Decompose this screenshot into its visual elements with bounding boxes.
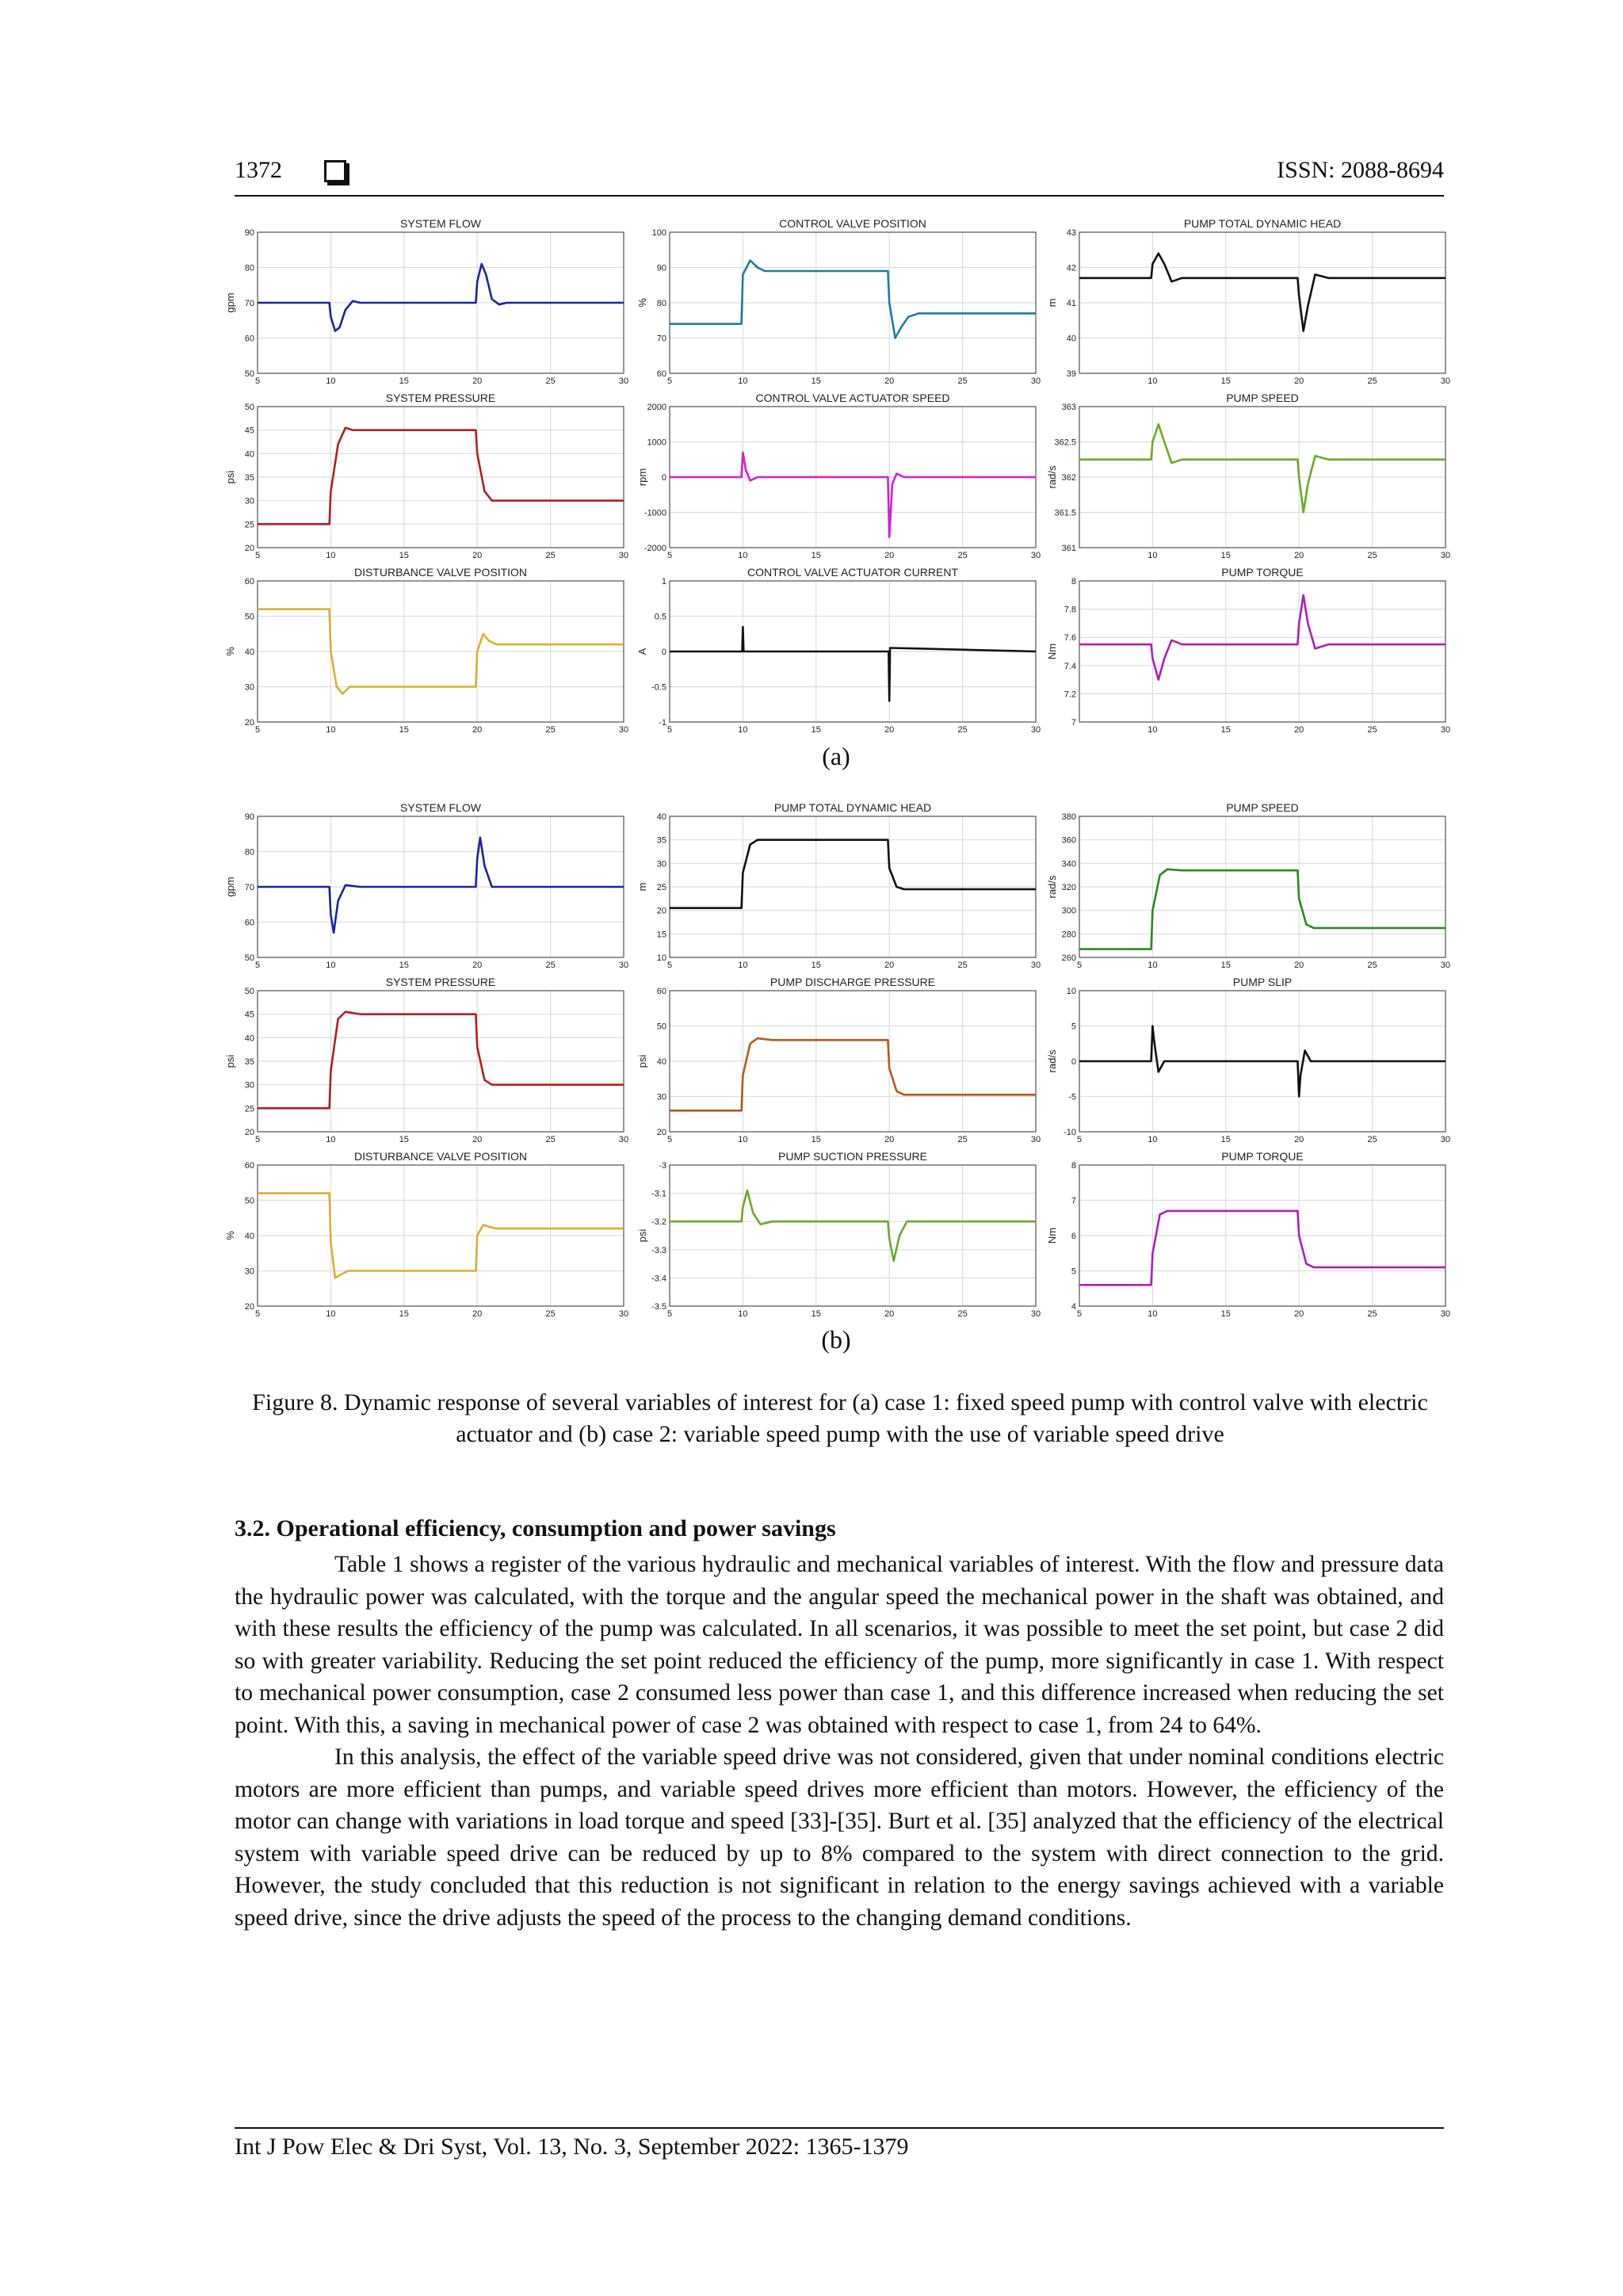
x-tick-label: 30 xyxy=(1440,961,1450,970)
y-tick-label: 40 xyxy=(244,1232,254,1241)
y-tick-label: 60 xyxy=(244,334,254,344)
x-tick-label: 25 xyxy=(545,376,556,386)
chart xyxy=(636,801,1041,970)
chart xyxy=(1046,1150,1450,1320)
chart-title: PUMP TOTAL DYNAMIC HEAD xyxy=(1183,217,1342,230)
y-tick-label: 43 xyxy=(1066,228,1076,238)
y-axis-label: m xyxy=(1046,298,1058,308)
chart xyxy=(224,392,628,560)
x-tick-label: 10 xyxy=(738,376,748,386)
chart-title: SYSTEM PRESSURE xyxy=(385,976,496,988)
y-tick-label: 1000 xyxy=(647,437,666,448)
x-tick-label: 5 xyxy=(666,1135,673,1144)
chart xyxy=(224,217,628,386)
x-tick-label: 10 xyxy=(1148,376,1158,386)
series-line xyxy=(258,264,624,331)
y-tick-label: -1 xyxy=(659,718,666,728)
y-tick-label: 35 xyxy=(244,473,254,483)
x-tick-label: 15 xyxy=(1220,376,1231,386)
x-tick-label: 30 xyxy=(618,1135,629,1144)
y-tick-label: 7.6 xyxy=(1064,633,1076,644)
y-tick-label: 30 xyxy=(656,859,666,869)
series-line xyxy=(670,627,1036,701)
y-tick-label: 80 xyxy=(244,847,254,858)
y-tick-label: 1 xyxy=(661,577,666,586)
x-tick-label: 20 xyxy=(1294,376,1304,386)
y-tick-label: -3.3 xyxy=(651,1245,666,1255)
x-tick-label: 15 xyxy=(399,1309,409,1319)
x-tick-label: 25 xyxy=(545,725,556,735)
issn: ISSN: 2088-8694 xyxy=(1277,157,1444,183)
y-tick-label: -3.4 xyxy=(651,1274,666,1284)
chart-title: PUMP SUCTION PRESSURE xyxy=(778,1150,927,1163)
figure-label-a: (a) xyxy=(822,742,850,770)
series-line xyxy=(670,453,1036,537)
y-tick-label: 25 xyxy=(244,520,254,530)
x-tick-label: 20 xyxy=(472,961,483,970)
x-tick-label: 10 xyxy=(326,551,336,560)
chart-title: SYSTEM FLOW xyxy=(400,801,481,814)
chart-title: DISTURBANCE VALVE POSITION xyxy=(353,1150,528,1163)
y-tick-label: 90 xyxy=(656,263,666,273)
x-tick-label: 20 xyxy=(884,1309,895,1319)
y-tick-label: 70 xyxy=(656,334,666,344)
axes-frame xyxy=(670,1165,1036,1306)
x-tick-label: 20 xyxy=(472,376,483,386)
y-axis-label: rpm xyxy=(636,468,648,487)
x-tick-label: 10 xyxy=(738,725,748,735)
chart-title: DISTURBANCE VALVE POSITION xyxy=(353,566,528,579)
y-tick-label: 340 xyxy=(1061,859,1076,869)
x-tick-label: 10 xyxy=(1148,961,1158,970)
x-tick-label: 10 xyxy=(326,961,336,970)
x-tick-label: 5 xyxy=(1076,1309,1083,1319)
y-axis-label: Nm xyxy=(1046,1227,1058,1244)
y-tick-label: -3.5 xyxy=(651,1302,666,1312)
y-tick-label: 40 xyxy=(656,812,666,822)
x-tick-label: 10 xyxy=(738,1309,748,1319)
chart xyxy=(1046,801,1450,970)
chart xyxy=(224,976,628,1144)
y-tick-label: 100 xyxy=(651,228,666,238)
chart-title: CONTROL VALVE ACTUATOR CURRENT xyxy=(747,566,959,579)
x-tick-label: 5 xyxy=(254,376,261,386)
y-axis-label: psi xyxy=(636,1054,648,1068)
y-tick-label: 20 xyxy=(244,1128,254,1137)
y-tick-label: 40 xyxy=(244,449,254,460)
y-tick-label: 8 xyxy=(1071,1161,1076,1171)
y-tick-label: 25 xyxy=(244,1104,254,1114)
y-tick-label: 42 xyxy=(1066,263,1076,273)
x-tick-label: 15 xyxy=(399,725,409,735)
y-tick-label: 4 xyxy=(1071,1302,1076,1312)
x-tick-label: 5 xyxy=(666,551,673,560)
y-tick-label: 60 xyxy=(244,918,254,928)
x-tick-label: 25 xyxy=(545,551,556,560)
x-tick-label: 25 xyxy=(1367,551,1377,560)
x-tick-label: 30 xyxy=(1030,725,1041,735)
chart-title: PUMP DISCHARGE PRESSURE xyxy=(769,976,936,988)
y-tick-label: 25 xyxy=(656,883,666,892)
y-axis-label: psi xyxy=(224,1054,236,1068)
x-tick-label: 5 xyxy=(254,1135,261,1144)
y-tick-label: 20 xyxy=(244,718,254,728)
series-line xyxy=(670,840,1036,908)
paragraph: In this analysis, the effect of the variable speed drive was not considered, given that under nominal conditions electric motors are more efficient than pumps, and variable speed drives more efficient than motors. However, the efficiency of the motor can change with variations in load torque and speed [33]-[35]. Burt et al. [35] analyzed that the efficiency of the electrical system with variable speed drive can be reduced by up to 8% compared to the system with direct connection to the grid. However, the study concluded that this reduction is not significant in relation to the energy savings achieved with a variable speed drive, since the drive adjusts the speed of the process to the changing demand conditions. xyxy=(235,1744,1444,1931)
page-number: 1372 xyxy=(235,157,282,183)
y-tick-label: 45 xyxy=(244,1010,254,1020)
x-tick-label: 30 xyxy=(1440,376,1450,386)
y-tick-label: 5 xyxy=(1071,1022,1076,1032)
y-tick-label: 40 xyxy=(244,648,254,657)
x-tick-label: 30 xyxy=(618,725,629,735)
y-tick-label: 320 xyxy=(1061,883,1076,892)
y-tick-label: 0.5 xyxy=(654,612,666,622)
chart-title: SYSTEM FLOW xyxy=(400,217,481,230)
x-tick-label: 30 xyxy=(618,551,629,560)
x-tick-label: 30 xyxy=(1440,551,1450,560)
x-tick-label: 15 xyxy=(811,551,821,560)
chart xyxy=(636,566,1041,735)
y-tick-label: 6 xyxy=(1071,1232,1076,1241)
x-tick-label: 25 xyxy=(957,961,968,970)
y-tick-label: 60 xyxy=(656,369,666,379)
chart-title: PUMP SPEED xyxy=(1226,392,1299,404)
x-tick-label: 25 xyxy=(957,1135,968,1144)
x-tick-label: 10 xyxy=(738,551,748,560)
y-tick-label: 30 xyxy=(656,1092,666,1102)
y-tick-label: 10 xyxy=(1066,987,1076,996)
y-tick-label: 2000 xyxy=(647,403,666,412)
x-tick-label: 25 xyxy=(1367,376,1377,386)
chart-title: PUMP TORQUE xyxy=(1221,1150,1304,1163)
y-tick-label: 30 xyxy=(244,1266,254,1277)
figure-8b xyxy=(214,797,1450,1320)
section-heading: 3.2. Operational efficiency, consumption and power savings xyxy=(235,1515,836,1541)
chart xyxy=(224,566,628,735)
x-tick-label: 20 xyxy=(1294,1135,1304,1144)
y-tick-label: 20 xyxy=(244,1302,254,1312)
x-tick-label: 30 xyxy=(618,1309,629,1319)
x-tick-label: 30 xyxy=(1030,1309,1041,1319)
series-line xyxy=(670,1190,1036,1261)
y-tick-label: 20 xyxy=(656,906,666,916)
y-tick-label: 50 xyxy=(244,987,254,996)
y-tick-label: 7.2 xyxy=(1064,690,1076,700)
x-tick-label: 10 xyxy=(1148,1135,1158,1144)
x-tick-label: 20 xyxy=(472,725,483,735)
x-tick-label: 20 xyxy=(884,961,895,970)
y-axis-label: m xyxy=(636,882,648,892)
x-tick-label: 25 xyxy=(1367,1135,1377,1144)
series-line xyxy=(1079,254,1445,331)
y-tick-label: 10 xyxy=(656,953,666,963)
series-line xyxy=(258,1012,624,1109)
y-tick-label: 70 xyxy=(244,299,254,308)
x-tick-label: 20 xyxy=(884,1135,895,1144)
page-header xyxy=(235,157,1444,195)
x-tick-label: 5 xyxy=(1076,961,1083,970)
x-tick-label: 15 xyxy=(399,961,409,970)
series-line xyxy=(1079,869,1445,949)
x-tick-label: 10 xyxy=(1148,725,1158,735)
x-tick-label: 15 xyxy=(399,376,409,386)
x-tick-label: 15 xyxy=(811,1309,821,1319)
y-axis-label: % xyxy=(224,647,236,656)
chart xyxy=(636,392,1041,560)
chart-title: CONTROL VALVE ACTUATOR SPEED xyxy=(755,392,950,404)
axes-frame xyxy=(1079,581,1445,722)
x-tick-label: 15 xyxy=(811,725,821,735)
x-tick-label: 5 xyxy=(666,376,673,386)
x-tick-label: 30 xyxy=(1030,376,1041,386)
x-tick-label: 15 xyxy=(1220,1309,1231,1319)
y-tick-label: 70 xyxy=(244,883,254,892)
y-axis-label: Nm xyxy=(1046,643,1058,660)
x-tick-label: 25 xyxy=(1367,725,1377,735)
x-tick-label: 30 xyxy=(1440,1135,1450,1144)
x-tick-label: 15 xyxy=(399,1135,409,1144)
series-line xyxy=(1079,1211,1445,1285)
y-tick-label: 362 xyxy=(1061,473,1076,483)
y-tick-label: -2000 xyxy=(643,544,666,553)
x-tick-label: 30 xyxy=(1440,725,1450,735)
y-tick-label: 7.4 xyxy=(1064,661,1076,671)
y-tick-label: 80 xyxy=(656,299,666,308)
y-tick-label: -3 xyxy=(659,1161,666,1171)
x-tick-label: 30 xyxy=(1030,551,1041,560)
y-tick-label: 361.5 xyxy=(1054,508,1076,518)
y-tick-label: 8 xyxy=(1071,577,1076,586)
x-tick-label: 15 xyxy=(811,376,821,386)
series-line xyxy=(1079,1026,1445,1097)
x-tick-label: 25 xyxy=(957,1309,968,1319)
y-tick-label: 7.8 xyxy=(1064,605,1076,615)
chart-title: PUMP SPEED xyxy=(1226,801,1299,814)
paragraph: Table 1 shows a register of the various hydraulic and mechanical variables of interest. With the flow and pressure data the hydraulic power was calculated, with the torque and the angular speed the mechanical power in the shaft was obtained, and with these results the efficiency of the pump was calculated. In all scenarios, it was possible to meet the set point, but case 2 did so with greater variability. Reducing the set point reduced the efficiency of the pump, more significantly in case 1. With respect to mechanical power consumption, case 2 consumed less power than case 1, and this difference increased when reducing the set point. With this, a saving in mechanical power of case 2 was obtained with respect to case 1, from 24 to 64%. xyxy=(235,1552,1444,1738)
x-tick-label: 25 xyxy=(545,961,556,970)
y-tick-label: -3.1 xyxy=(651,1189,666,1199)
x-tick-label: 10 xyxy=(326,725,336,735)
y-axis-label: rad/s xyxy=(1046,1049,1058,1073)
x-tick-label: 5 xyxy=(254,725,261,735)
y-tick-label: 50 xyxy=(244,369,254,379)
x-tick-label: 20 xyxy=(1294,725,1304,735)
chart xyxy=(224,1150,628,1320)
y-tick-label: 7 xyxy=(1071,1196,1076,1206)
series-line xyxy=(670,261,1036,338)
x-tick-label: 25 xyxy=(1367,961,1377,970)
y-tick-label: 40 xyxy=(656,1057,666,1067)
x-tick-label: 25 xyxy=(957,551,968,560)
y-tick-label: 41 xyxy=(1066,299,1076,308)
y-tick-label: 0 xyxy=(1071,1057,1076,1067)
y-tick-label: -10 xyxy=(1064,1128,1076,1137)
y-axis-label: rad/s xyxy=(1046,875,1058,899)
chart-title: PUMP SLIP xyxy=(1232,976,1293,988)
figure-caption: Figure 8. Dynamic response of several variables of interest for (a) case 1: fixed speed pump with control valve with electric actuator and (b) case 2: variable speed pump with the use of variable speed drive xyxy=(252,1389,1428,1447)
chart-title: PUMP TORQUE xyxy=(1221,566,1304,579)
header-rule xyxy=(235,195,1444,197)
x-tick-label: 25 xyxy=(1367,1309,1377,1319)
y-tick-label: 300 xyxy=(1061,906,1076,916)
footer-rule xyxy=(235,2127,1444,2129)
x-tick-label: 30 xyxy=(1030,961,1041,970)
x-tick-label: 20 xyxy=(472,1135,483,1144)
y-tick-label: 20 xyxy=(656,1128,666,1137)
y-tick-label: 50 xyxy=(244,612,254,622)
x-tick-label: 5 xyxy=(666,725,673,735)
y-tick-label: 40 xyxy=(244,1033,254,1044)
chart xyxy=(636,976,1041,1144)
y-tick-label: 362.5 xyxy=(1054,437,1076,448)
y-axis-label: A xyxy=(636,648,648,655)
x-tick-label: 20 xyxy=(884,376,895,386)
y-tick-label: 90 xyxy=(244,228,254,238)
y-tick-label: -1000 xyxy=(643,508,666,518)
y-tick-label: 45 xyxy=(244,426,254,436)
y-tick-label: 35 xyxy=(244,1057,254,1067)
figure-8a xyxy=(214,212,1450,735)
x-tick-label: 20 xyxy=(1294,1309,1304,1319)
chart xyxy=(1046,976,1450,1144)
y-tick-label: 50 xyxy=(244,403,254,412)
x-tick-label: 5 xyxy=(666,1309,673,1319)
x-tick-label: 30 xyxy=(1030,1135,1041,1144)
chart-title: SYSTEM PRESSURE xyxy=(385,392,496,404)
y-axis-label: % xyxy=(636,298,648,308)
x-tick-label: 10 xyxy=(326,376,336,386)
y-tick-label: 360 xyxy=(1061,835,1076,846)
y-tick-label: 40 xyxy=(1066,334,1076,344)
y-tick-label: 30 xyxy=(244,682,254,693)
x-tick-label: 10 xyxy=(1148,1309,1158,1319)
x-tick-label: 10 xyxy=(326,1309,336,1319)
x-tick-label: 25 xyxy=(957,376,968,386)
y-tick-label: 80 xyxy=(244,263,254,273)
y-axis-label: gpm xyxy=(224,292,236,313)
x-tick-label: 10 xyxy=(738,961,748,970)
x-tick-label: 25 xyxy=(957,725,968,735)
x-tick-label: 5 xyxy=(254,1309,261,1319)
x-tick-label: 15 xyxy=(1220,1135,1231,1144)
y-tick-label: 280 xyxy=(1061,930,1076,940)
x-tick-label: 20 xyxy=(472,1309,483,1319)
chart-title: PUMP TOTAL DYNAMIC HEAD xyxy=(773,801,932,814)
y-tick-label: -5 xyxy=(1068,1092,1076,1102)
x-tick-label: 20 xyxy=(884,725,895,735)
x-tick-label: 15 xyxy=(1220,961,1231,970)
y-tick-label: 39 xyxy=(1066,369,1076,379)
y-tick-label: 7 xyxy=(1071,718,1076,728)
y-tick-label: 50 xyxy=(656,1022,666,1032)
x-tick-label: 10 xyxy=(1148,551,1158,560)
y-axis-label: gpm xyxy=(224,877,236,897)
y-tick-label: 363 xyxy=(1061,403,1076,412)
y-tick-label: 380 xyxy=(1061,812,1076,822)
y-tick-label: 361 xyxy=(1061,544,1076,553)
y-tick-label: 20 xyxy=(244,544,254,553)
y-tick-label: -0.5 xyxy=(651,682,666,693)
y-axis-label: rad/s xyxy=(1046,465,1058,489)
y-tick-label: 60 xyxy=(244,1161,254,1171)
chart xyxy=(636,1150,1041,1320)
y-axis-label: psi xyxy=(636,1228,648,1243)
y-tick-label: 60 xyxy=(244,577,254,586)
x-tick-label: 30 xyxy=(618,376,629,386)
chart xyxy=(224,801,628,970)
footer-citation: Int J Pow Elec & Dri Syst, Vol. 13, No. 3, September 2022: 1365-1379 xyxy=(235,2134,909,2160)
y-tick-label: 15 xyxy=(656,930,666,940)
x-tick-label: 30 xyxy=(1440,1309,1450,1319)
x-tick-label: 5 xyxy=(254,551,261,560)
y-axis-label: % xyxy=(224,1231,236,1240)
x-tick-label: 30 xyxy=(618,961,629,970)
y-tick-label: 30 xyxy=(244,496,254,506)
series-line xyxy=(258,428,624,525)
square-bullet-icon xyxy=(324,160,346,182)
x-tick-label: 20 xyxy=(472,551,483,560)
y-tick-label: 0 xyxy=(661,648,666,657)
x-tick-label: 15 xyxy=(811,1135,821,1144)
x-tick-label: 5 xyxy=(1076,1135,1083,1144)
x-tick-label: 20 xyxy=(1294,961,1304,970)
chart xyxy=(1046,217,1450,386)
y-tick-label: 0 xyxy=(661,473,666,483)
series-line xyxy=(670,1038,1036,1110)
y-tick-label: 260 xyxy=(1061,953,1076,963)
y-tick-label: 30 xyxy=(244,1080,254,1091)
chart xyxy=(1046,392,1450,560)
chart xyxy=(636,217,1041,386)
x-tick-label: 25 xyxy=(545,1135,556,1144)
figure-label-b: (b) xyxy=(821,1325,851,1354)
y-tick-label: 90 xyxy=(244,812,254,822)
y-tick-label: -3.2 xyxy=(651,1217,666,1228)
figure-8b-charts xyxy=(214,797,1450,1320)
x-tick-label: 20 xyxy=(1294,551,1304,560)
x-tick-label: 15 xyxy=(811,961,821,970)
series-line xyxy=(1079,424,1445,512)
y-axis-label: psi xyxy=(224,470,236,484)
x-tick-label: 10 xyxy=(738,1135,748,1144)
x-tick-label: 10 xyxy=(326,1135,336,1144)
y-tick-label: 35 xyxy=(656,835,666,846)
x-tick-label: 5 xyxy=(666,961,673,970)
y-tick-label: 50 xyxy=(244,953,254,963)
chart-title: CONTROL VALVE POSITION xyxy=(779,217,926,230)
chart xyxy=(1046,566,1450,735)
x-tick-label: 25 xyxy=(545,1309,556,1319)
y-tick-label: 5 xyxy=(1071,1266,1076,1277)
y-tick-label: 50 xyxy=(244,1196,254,1206)
figure-8a-charts xyxy=(214,212,1450,735)
x-tick-label: 15 xyxy=(1220,725,1231,735)
x-tick-label: 20 xyxy=(884,551,895,560)
body-text xyxy=(235,1549,1444,1934)
x-tick-label: 15 xyxy=(399,551,409,560)
x-tick-label: 15 xyxy=(1220,551,1231,560)
x-tick-label: 5 xyxy=(254,961,261,970)
y-tick-label: 60 xyxy=(656,987,666,996)
